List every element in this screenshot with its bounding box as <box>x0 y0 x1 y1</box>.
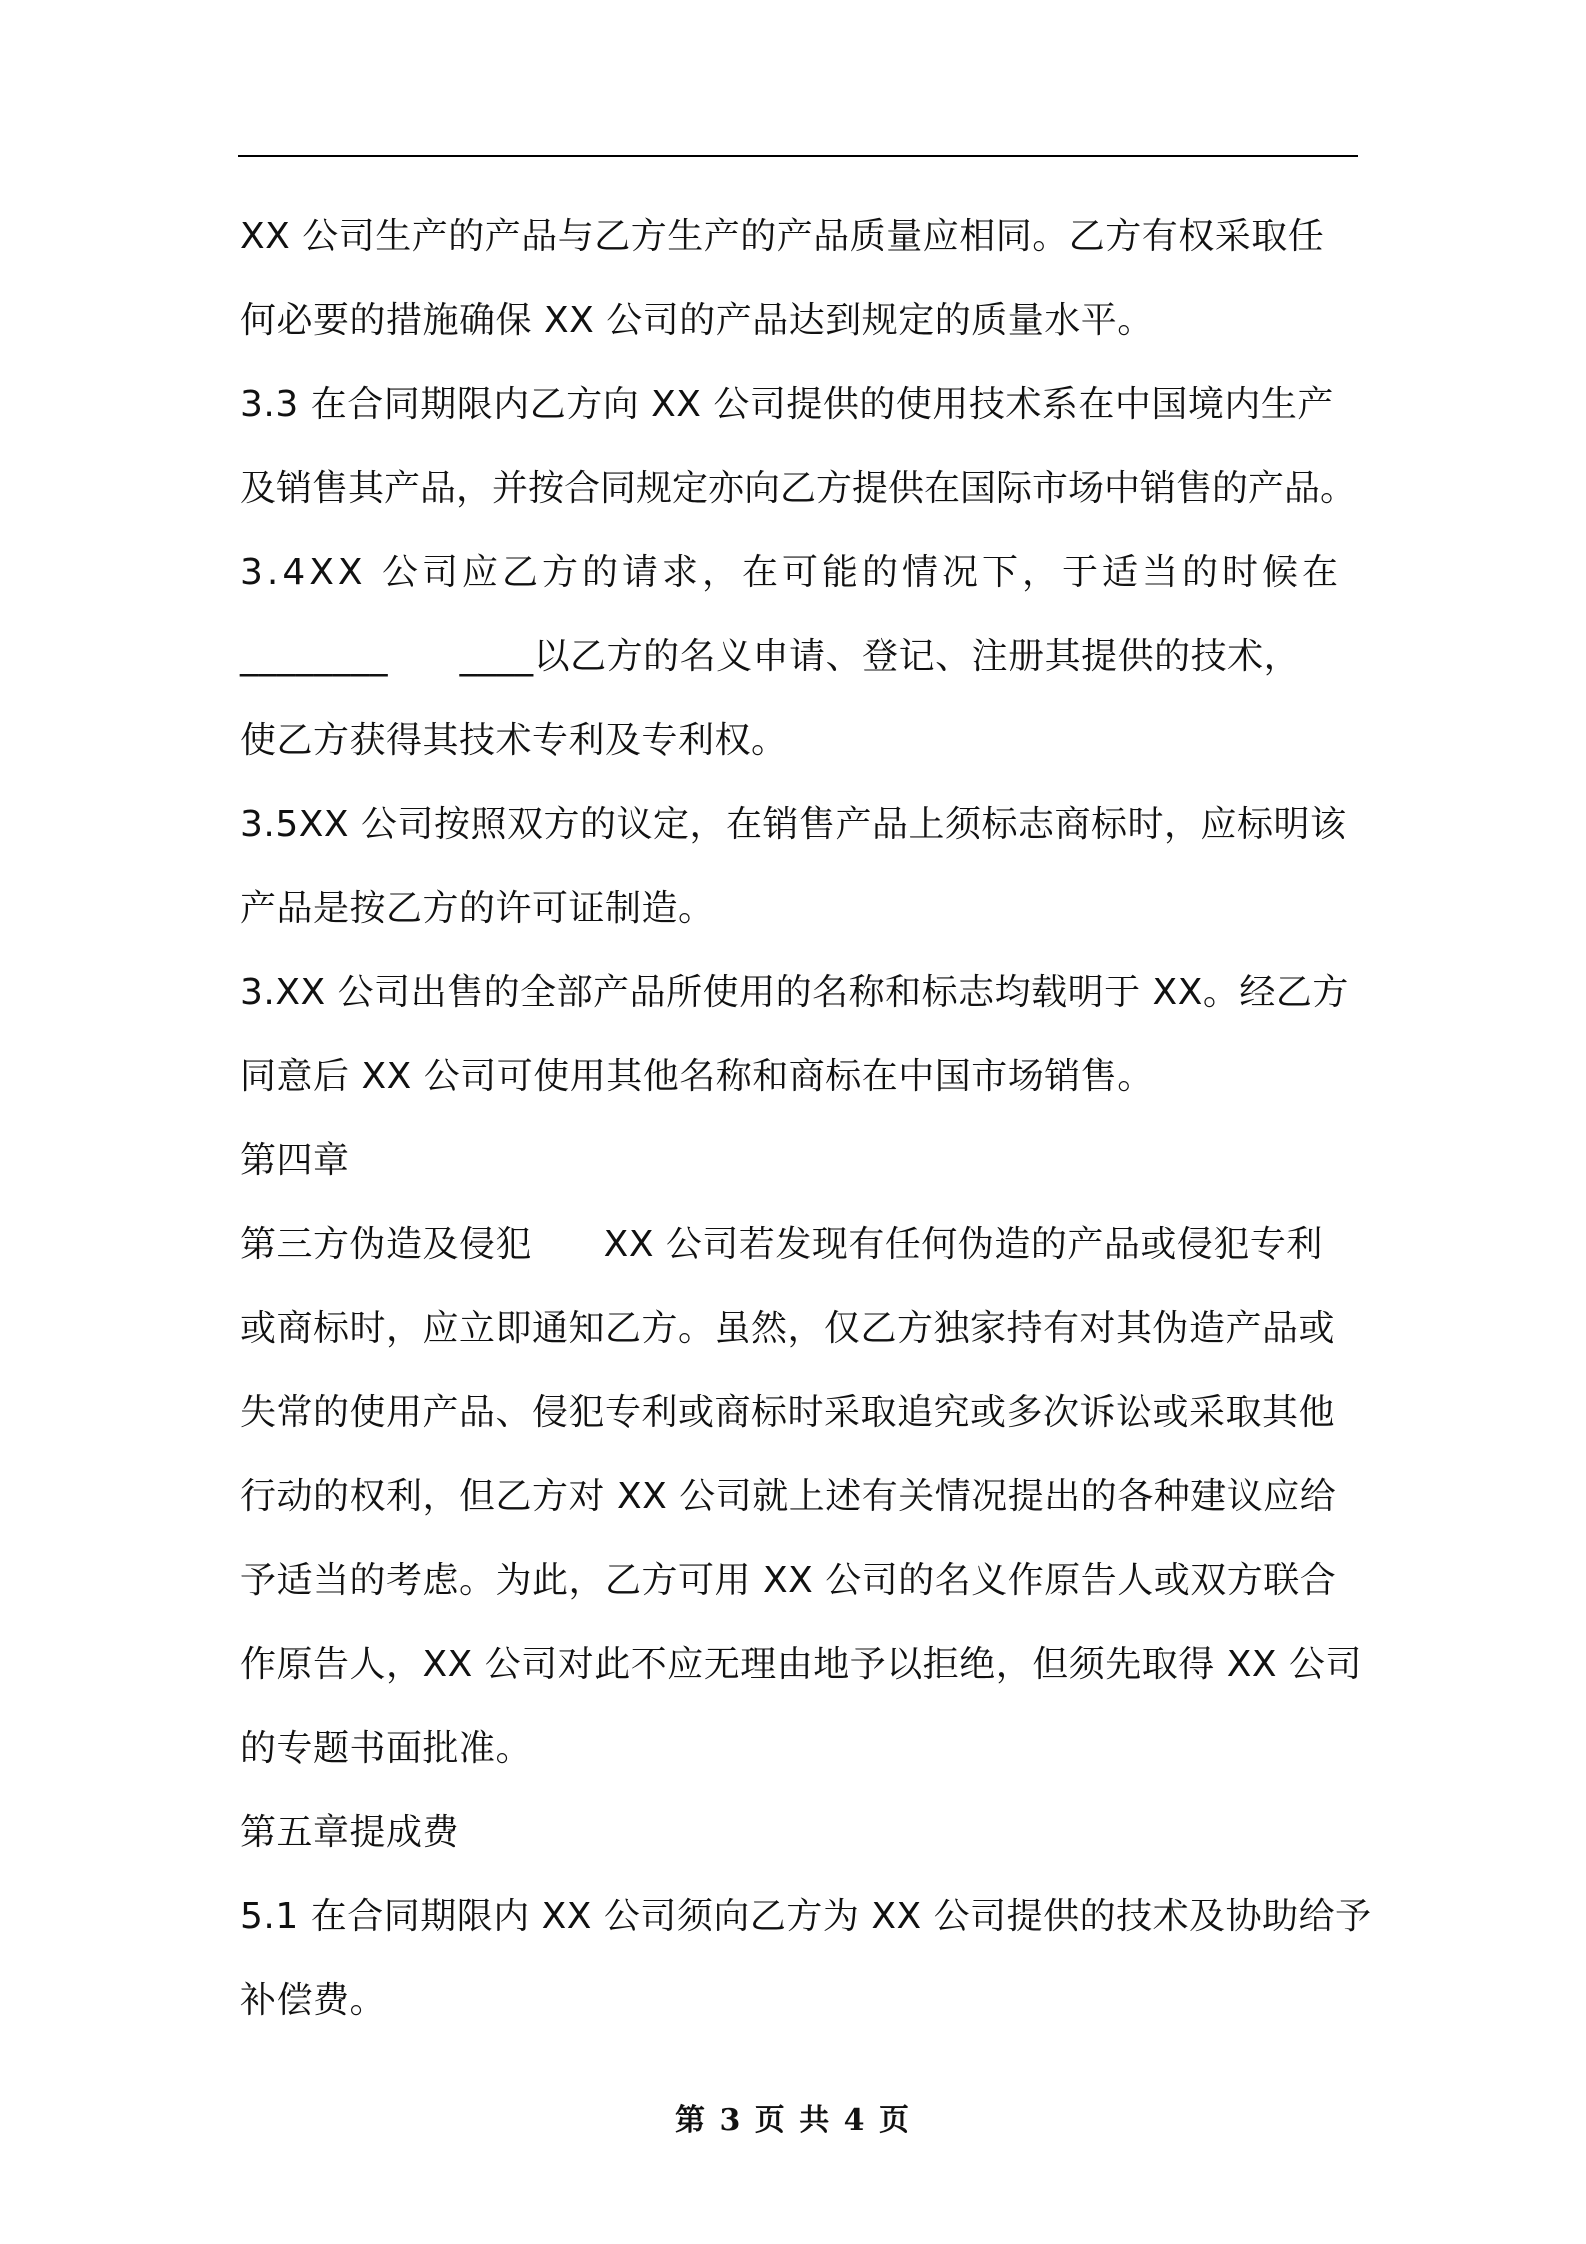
paragraph-line: 3.3 在合同期限内乙方向 XX 公司提供的使用技术系在中国境内生产 <box>240 384 1334 425</box>
paragraph-line: 予适当的考虑。为此，乙方可用 XX 公司的名义作原告人或双方联合 <box>240 1560 1337 1601</box>
paragraph-line: 补偿费。 <box>240 1980 387 2021</box>
paragraph-line: 及销售其产品，并按合同规定亦向乙方提供在国际市场中销售的产品。 <box>240 468 1357 509</box>
paragraph-line: 的专题书面批准。 <box>240 1728 533 1769</box>
paragraph-line: 3.XX 公司出售的全部产品所使用的名称和标志均载明于 XX。经乙方 <box>240 972 1349 1013</box>
paragraph-line: 5.1 在合同期限内 XX 公司须向乙方为 XX 公司提供的技术及协助给予 <box>240 1896 1372 1937</box>
paragraph-line: ________ ____以乙方的名义申请、登记、注册其提供的技术， <box>240 636 1301 677</box>
paragraph-line: 作原告人，XX 公司对此不应无理由地予以拒绝，但须先取得 XX 公司 <box>240 1644 1362 1685</box>
page-number: 第 3 页 共 4 页 <box>675 2103 911 2138</box>
paragraph-line: 产品是按乙方的许可证制造。 <box>240 888 715 929</box>
paragraph-line: 同意后 XX 公司可使用其他名称和商标在中国市场销售。 <box>240 1056 1154 1097</box>
paragraph-line: 失常的使用产品、侵犯专利或商标时采取追究或多次诉讼或采取其他 <box>240 1392 1336 1433</box>
chapter-heading: 第五章提成费 <box>240 1812 460 1853</box>
paragraph-line: 使乙方获得其技术专利及专利权。 <box>240 720 788 761</box>
paragraph-line: 3.4XX 公司应乙方的请求，在可能的情况下，于适当的时候在 <box>240 552 1343 593</box>
paragraph-line: 第三方伪造及侵犯 XX 公司若发现有任何伪造的产品或侵犯专利 <box>240 1224 1323 1265</box>
chapter-heading: 第四章 <box>240 1140 350 1181</box>
paragraph-line: 3.5XX 公司按照双方的议定，在销售产品上须标志商标时，应标明该 <box>240 804 1347 845</box>
header-rule <box>238 155 1358 157</box>
paragraph-line: XX 公司生产的产品与乙方生产的产品质量应相同。乙方有权采取任 <box>240 216 1325 257</box>
paragraph-line: 何必要的措施确保 XX 公司的产品达到规定的质量水平。 <box>240 300 1154 341</box>
paragraph-line: 或商标时，应立即通知乙方。虽然，仅乙方独家持有对其伪造产品或 <box>240 1308 1336 1349</box>
document-body <box>240 195 1372 2043</box>
paragraph-line: 行动的权利，但乙方对 XX 公司就上述有关情况提出的各种建议应给 <box>240 1476 1337 1517</box>
